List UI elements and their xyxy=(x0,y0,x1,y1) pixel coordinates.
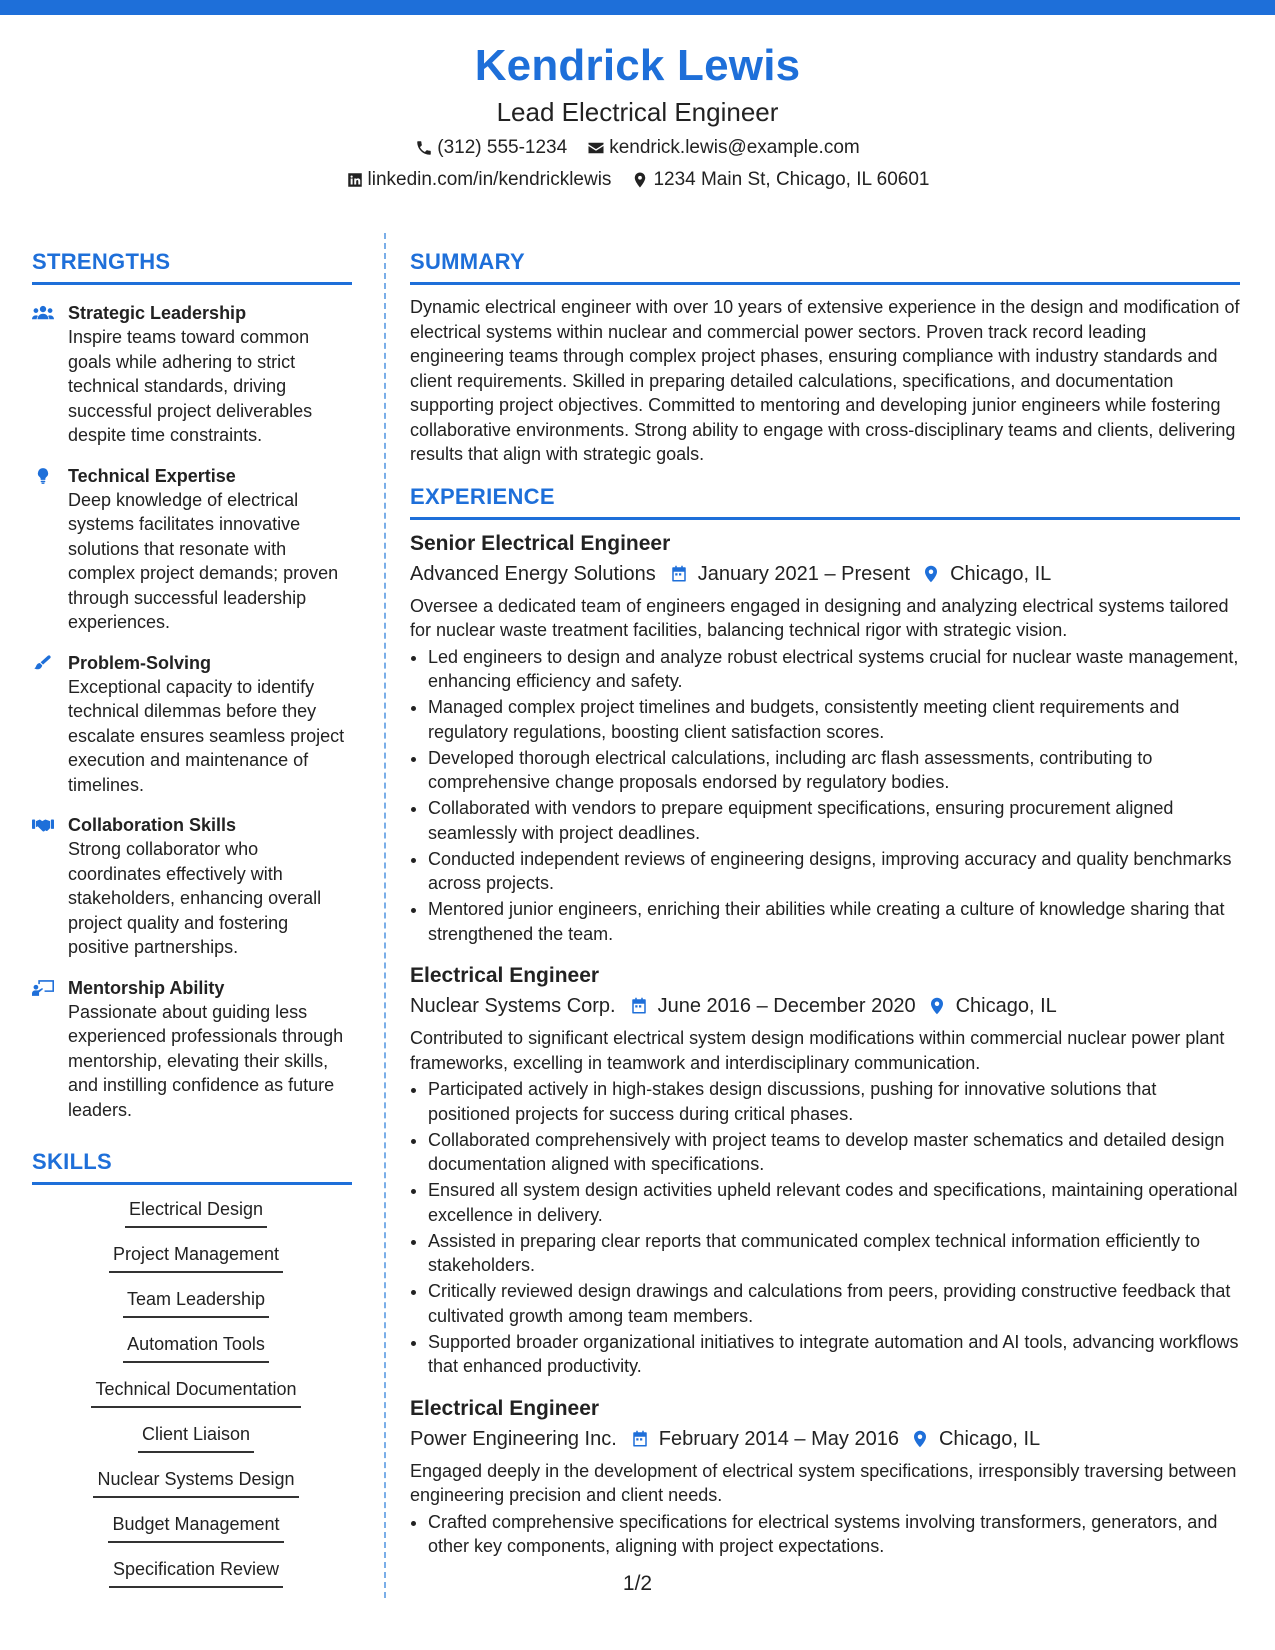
strength-desc: Passionate about guiding less experienced professionals through mentorship, elevating their skills, and instilling confidence as future leaders. xyxy=(68,1001,344,1120)
calendar-icon xyxy=(631,1430,649,1448)
job-bullet: • Participated actively in high-stakes design discussions, pushing for innovative solutions that positioned projects for success during critical phases. xyxy=(428,1077,1240,1126)
job-bullet: • Mentored junior engineers, enriching their abilities while creating a culture of knowledge sharing that strengthened the team. xyxy=(428,897,1240,946)
email-contact[interactable] xyxy=(587,136,860,160)
resume-header xyxy=(0,40,1275,192)
email-text: kendrick.lewis@example.com xyxy=(609,137,860,158)
strength-desc: Exceptional capacity to identify technical dilemmas before they escalate ensures seamless project execution and maintenance of timelines. xyxy=(68,676,345,795)
skill-tag: Electrical Design xyxy=(125,1197,267,1228)
experience-heading: EXPERIENCE xyxy=(410,483,1240,520)
linkedin-contact[interactable] xyxy=(346,168,612,192)
brush-icon xyxy=(32,654,54,672)
contact-row-2 xyxy=(0,168,1275,192)
job-meta xyxy=(410,560,1240,588)
job-bullets xyxy=(410,645,1240,947)
skill-tag: Client Liaison xyxy=(138,1422,254,1453)
strength-item xyxy=(32,651,352,798)
job-bullet: • Crafted comprehensive specifications for electrical systems involving transformers, generators, and other key components, aligning with project expectations. xyxy=(428,1510,1240,1559)
job-entry xyxy=(410,1395,1240,1559)
candidate-role: Lead Electrical Engineer xyxy=(496,97,779,127)
address-text: 1234 Main St, Chicago, IL 60601 xyxy=(653,169,930,190)
phone-icon xyxy=(415,139,433,157)
skills-heading: SKILLS xyxy=(32,1148,352,1185)
strength-desc: Deep knowledge of electrical systems facilitates innovative solutions that resonate with complex project demands; proven through successful leadership experiences. xyxy=(68,489,339,632)
job-dates: June 2016 – December 2020 xyxy=(657,995,916,1017)
strength-desc: Strong collaborator who coordinates effectively with stakeholders, enhancing overall project quality and fostering positive partnerships. xyxy=(68,839,322,957)
phone-text: (312) 555-1234 xyxy=(437,137,568,158)
job-entry xyxy=(410,962,1240,1379)
map-pin-icon xyxy=(922,565,940,583)
map-pin-icon xyxy=(631,171,649,189)
strength-title: Strategic Leadership xyxy=(68,303,247,323)
job-description: Oversee a dedicated team of engineers engaged in designing and analyzing electrical systems tailored for nuclear waste treatment facilities, balancing technical rigor with strategic vision. xyxy=(410,595,1229,640)
job-bullet: • Supported broader organizational initiatives to integrate automation and AI tools, advancing workflows that enhanced productivity. xyxy=(428,1330,1240,1379)
job-description: Engaged deeply in the development of electrical system specifications, irresponsibly traversing between engineering precision and client needs. xyxy=(410,1460,1237,1505)
job-bullets xyxy=(410,1510,1240,1559)
job-location: Chicago, IL xyxy=(955,995,1057,1017)
top-accent-bar xyxy=(0,0,1275,15)
strength-desc: Inspire teams toward common goals while adhering to strict technical standards, driving successful project deliverables despite time constraints. xyxy=(68,327,313,445)
strength-title: Problem-Solving xyxy=(68,652,212,673)
right-column xyxy=(410,248,1240,1560)
strength-title: Technical Expertise xyxy=(68,465,236,486)
linkedin-text: linkedin.com/in/kendricklewis xyxy=(367,169,612,190)
skill-tag: Team Leadership xyxy=(123,1287,269,1318)
job-bullet: • Managed complex project timelines and budgets, consistently meeting client requirements and regulatory regulations, boosting client satisfaction scores. xyxy=(428,695,1240,744)
job-bullet: • Conducted independent reviews of engineering designs, improving accuracy and quality benchmarks across projects. xyxy=(428,847,1240,896)
teacher-icon xyxy=(32,979,54,997)
map-pin-icon xyxy=(911,1430,929,1448)
candidate-name: Kendrick Lewis xyxy=(474,41,801,90)
job-bullet: • Led engineers to design and analyze robust electrical systems crucial for nuclear waste management, enhancing efficiency and safety. xyxy=(428,645,1240,694)
job-meta xyxy=(410,992,1240,1020)
envelope-icon xyxy=(587,139,605,157)
strength-title: Mentorship Ability xyxy=(68,977,225,998)
address-contact xyxy=(631,168,929,192)
strengths-heading: STRENGTHS xyxy=(32,248,352,285)
skill-tag: Automation Tools xyxy=(123,1332,269,1363)
strength-item xyxy=(32,301,352,448)
job-location: Chicago, IL xyxy=(950,562,1052,585)
lightbulb-icon xyxy=(32,467,54,485)
skill-tag: Nuclear Systems Design xyxy=(93,1467,298,1498)
left-column xyxy=(32,248,352,1602)
handshake-icon xyxy=(32,816,54,834)
job-description: Contributed to significant electrical system design modifications within commercial nuclear power plant frameworks, excelling in teamwork and interdisciplinary communication. xyxy=(410,1028,1225,1073)
users-icon xyxy=(32,304,54,322)
job-title: Electrical Engineer xyxy=(410,964,600,987)
job-bullets xyxy=(410,1077,1240,1379)
skills-list xyxy=(32,1197,352,1602)
job-location: Chicago, IL xyxy=(938,1427,1041,1450)
job-dates: February 2014 – May 2016 xyxy=(658,1427,899,1450)
strength-item xyxy=(32,976,352,1123)
job-bullet: • Developed thorough electrical calculations, including arc flash assessments, contributing to comprehensive change proposals endorsed by regulatory bodies. xyxy=(428,746,1240,795)
calendar-icon xyxy=(630,997,648,1015)
map-pin-icon xyxy=(928,997,946,1015)
job-bullet: • Assisted in preparing clear reports that communicated complex technical information efficiently to stakeholders. xyxy=(428,1229,1240,1278)
summary-heading: SUMMARY xyxy=(410,248,1240,285)
skill-tag: Project Management xyxy=(109,1242,283,1273)
job-bullet: • Ensured all system design activities upheld relevant codes and specifications, maintaining operational excellence in delivery. xyxy=(428,1178,1240,1227)
job-company: Advanced Energy Solutions xyxy=(410,562,656,585)
job-meta xyxy=(410,1425,1240,1453)
skill-tag: Budget Management xyxy=(108,1512,283,1543)
job-bullet: • Collaborated with vendors to prepare equipment specifications, ensuring procurement aligned seamlessly with project deadlines. xyxy=(428,796,1240,845)
job-title: Electrical Engineer xyxy=(410,1396,600,1420)
job-bullet: • Collaborated comprehensively with project teams to develop master schematics and detailed design documentation aligned with specifications. xyxy=(428,1128,1240,1177)
job-company: Power Engineering Inc. xyxy=(410,1427,617,1450)
skill-tag: Technical Documentation xyxy=(91,1377,300,1408)
job-entry xyxy=(410,530,1240,947)
calendar-icon xyxy=(670,565,688,583)
linkedin-icon xyxy=(346,171,364,189)
job-dates: January 2021 – Present xyxy=(697,562,911,585)
job-company: Nuclear Systems Corp. xyxy=(410,995,616,1017)
job-title: Senior Electrical Engineer xyxy=(410,531,671,555)
phone-contact[interactable] xyxy=(415,136,567,160)
page-number: 1/2 xyxy=(622,1572,653,1595)
strength-title: Collaboration Skills xyxy=(68,815,237,835)
skill-tag: Specification Review xyxy=(109,1557,283,1588)
strength-item xyxy=(32,813,352,960)
strength-item xyxy=(32,464,352,635)
job-bullet: • Critically reviewed design drawings and calculations from peers, providing constructive feedback that cultivated growth among team members. xyxy=(428,1279,1240,1328)
contact-row-1 xyxy=(0,136,1275,160)
column-divider xyxy=(384,233,386,1598)
summary-text: Dynamic electrical engineer with over 10 years of extensive experience in the design and modification of electrical systems within nuclear and commercial power sectors. Proven track record leading engineering teams through complex project phases, ensuring compliance with industry standards and client requirements. Skilled in preparing detailed calculations, specifications, and documentation supporting project objectives. Committed to mentoring and developing junior engineers while fostering collaborative environments. Strong ability to engage with cross-disciplinary teams and clients, delivering results that align with strategic goals. xyxy=(410,297,1240,464)
